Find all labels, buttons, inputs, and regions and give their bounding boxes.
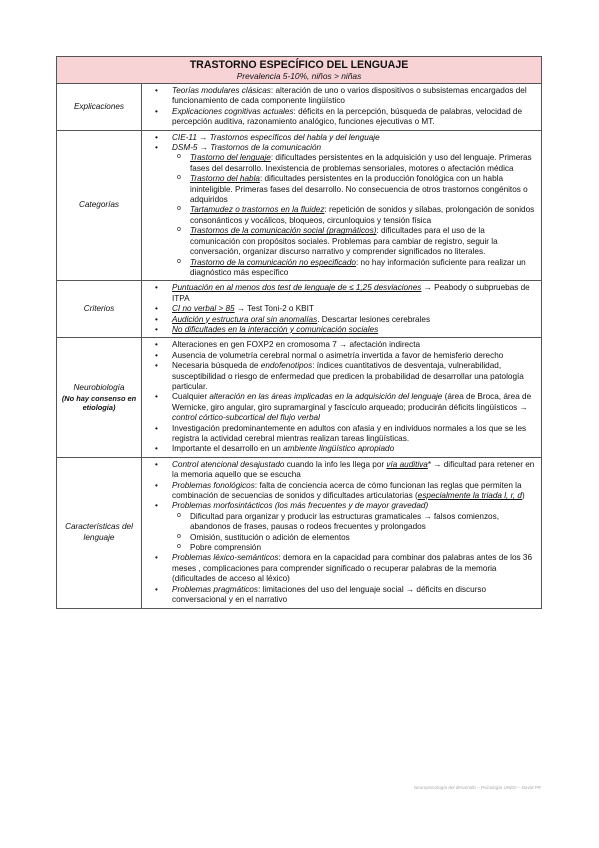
item-lead: Problemas fonológicos <box>172 480 255 490</box>
item-text: ) <box>521 491 525 501</box>
item-text: Importante el desarrollo en un <box>172 444 284 454</box>
item-emphasis: ambiente lingüístico apropiado <box>283 444 395 454</box>
list-item <box>172 444 537 454</box>
content-caracteristicas <box>142 457 542 608</box>
item-text: : dificultades persistentes en la adquisición y uso del lenguaje. Primeras fases del desarrollo. Inexistencia de problemas sensoriales, motores o afectación médica <box>190 153 532 173</box>
row-neurobiologia <box>57 338 542 457</box>
list-item-dsm <box>172 143 537 278</box>
row-criterios <box>57 281 542 338</box>
item-lead: CI no verbal > 85 <box>172 304 235 314</box>
item-emphasis: control córtico-subcortical del flujo verbal <box>172 413 320 423</box>
document-title: TRASTORNO ESPECÍFICO DEL LENGUAJE <box>189 59 409 71</box>
item-lead: Trastornos de la comunicación social (pragmáticos) <box>190 226 377 236</box>
list-item <box>172 481 537 502</box>
list-item <box>172 107 537 128</box>
item-lead: Trastorno de la comunicación no especificado <box>190 257 356 267</box>
item-lead: Explicaciones cognitivas actuales <box>172 106 294 116</box>
item-emphasis: vía auditiva <box>386 459 428 469</box>
item-text: : no hay información suficiente para realizar un diagnóstico más específico <box>190 257 526 277</box>
item-text: Necesaria búsqueda de <box>172 361 261 371</box>
item-lead: No dificultades en la interacción y comunicación sociales <box>172 324 379 334</box>
item-text: . Descartar lesiones cerebrales <box>317 314 431 324</box>
item-text: cuando la info les llega por <box>284 459 387 469</box>
content-explicaciones <box>142 84 542 131</box>
item-lead: Teorías modulares clásicas <box>172 86 271 95</box>
item-text: Cualquier <box>172 392 210 402</box>
list-item <box>172 460 537 481</box>
list-item <box>172 283 537 304</box>
page-footer: Neuropsicología del desarrollo – Psicología UNED – David PR <box>413 785 541 790</box>
label-neurobiologia-title: Neurobiología <box>73 383 125 393</box>
list-item <box>172 325 537 335</box>
row-explicaciones <box>57 84 542 131</box>
item-text: (área de Broca, área de Wernicke, giro angular, giro supramarginal y fascículo arqueado; producirán déficits lingüísticos → <box>172 392 532 412</box>
title-row <box>57 57 542 84</box>
sub-item <box>190 258 537 279</box>
item-emphasis: alteración en las áreas implicadas en la adquisición del lenguaje <box>209 392 443 402</box>
content-neurobiologia <box>142 338 542 457</box>
list-item <box>172 392 537 423</box>
item-emphasis: endofenotipos <box>260 361 313 371</box>
item-text: : déficits en la percepción, búsqueda de palabras, velocidad de percepción auditiva, razonamiento analógico, funciones ejecutivas o MT. <box>172 106 523 127</box>
content-criterios <box>142 281 542 338</box>
item-lead: Problemas pragmáticos <box>172 584 259 594</box>
list-item: • Alteraciones en gen FOXP2 en cromosoma 7 → afectación indirecta <box>172 340 537 350</box>
item-text: → Test Toni-2 o KBIT <box>234 304 314 314</box>
sub-item: o Pobre comprensión <box>190 543 537 553</box>
item-text: : demora en la capacidad para combinar dos palabras antes de los 36 meses , complicaciones para comprender significado o recuperar palabras de la memoria (dificultades de acceso al léxico) <box>172 553 533 584</box>
document-subtitle: Prevalencia 5-10%, niños > niñas <box>236 71 362 81</box>
list-item-cie: • CIE-11 → Trastornos específicos del habla y del lenguaje <box>172 133 537 143</box>
list-item: • Ausencia de volumetría cerebral normal o asimetría invertida a favor de hemisferio derecho <box>172 351 537 361</box>
label-explicaciones: Explicaciones <box>57 84 142 131</box>
item-lead: Tartamudez o trastornos en la fluidez <box>190 205 325 215</box>
item-text: : limitaciones del uso del lenguaje social → déficits en discurso conversacional y en el narrativo <box>172 584 487 605</box>
list-item <box>172 501 537 553</box>
title-cell <box>57 57 542 84</box>
sub-item <box>190 153 537 174</box>
list-item <box>172 86 537 107</box>
sub-item: o Omisión, sustitución o adición de elementos <box>190 533 537 543</box>
content-categorias <box>142 130 542 281</box>
item-lead: Control atencional desajustado <box>172 459 285 469</box>
list-item <box>172 304 537 314</box>
label-neurobiologia-note: (No hay consenso en etiología) <box>61 393 137 412</box>
sub-item <box>190 174 537 205</box>
item-text: : dificultades para el uso de la comunicación con propósitos sociales. Problemas para cambiar de registro, seguir la conversación, organizar discurso narrativo y comprender significados no literales. <box>190 226 498 257</box>
item-lead: Problemas léxico-semánticos <box>172 553 279 563</box>
item-lead: Problemas morfosintácticos (los más frecuentes y de mayor gravedad) <box>172 501 429 511</box>
list-item <box>172 585 537 606</box>
list-item <box>172 315 537 325</box>
item-text: → Peabody o subpruebas de ITPA <box>172 283 530 303</box>
item-text: : índices cuantitativos de desventaja, vulnerabilidad, susceptibilidad o riesgo de enfermedad que predicen la probabilidad de desarrollar una patología particular. <box>172 361 524 391</box>
label-neurobiologia <box>57 338 142 457</box>
item-lead: DSM-5 → Trastornos de la comunicación <box>172 143 322 153</box>
row-caracteristicas <box>57 457 542 608</box>
list-item <box>172 553 537 584</box>
sub-item <box>190 226 537 257</box>
item-text: : repetición de sonidos y sílabas, prolongación de sonidos consonánticos y vocálicos, bloqueos, circunloquios y tensión física <box>190 205 535 225</box>
item-text: : alteración de uno o varios dispositivos o subsistemas encargados del funcionamiento de cada componente lingüístico <box>172 86 527 106</box>
item-text: : dificultades persistentes en la producción fonológica con un habla ininteligible. Primeras fases del desarrollo. No consecuencia de otros trastornos congénitos o adquiridos <box>190 174 528 205</box>
item-emphasis: especialmente la triada l, r, d <box>417 491 522 501</box>
label-criterios: Criterios <box>57 281 142 338</box>
sub-item <box>190 205 537 226</box>
item-text: * → dificultad para retener en la memoria aquello que se escucha <box>172 459 535 480</box>
item-lead: Puntuación en al menos dos test de lenguaje de ≤ 1,25 desviaciones <box>172 283 422 293</box>
summary-table <box>56 56 542 609</box>
list-item <box>172 361 537 392</box>
sub-item: o Dificultad para organizar y producir las estructuras gramaticales → falsos comienzos, abandonos de frases, pausas o rodeos frecuentes y prolongados <box>190 512 537 533</box>
label-caracteristicas: Características del lenguaje <box>57 457 142 608</box>
item-lead: Trastorno del habla <box>190 174 260 184</box>
label-categorias: Categorías <box>57 130 142 281</box>
item-text: : falta de conciencia acerca de cómo funcionan las reglas que permiten la combinación de secuencias de sonidos y dificultades articulatorias ( <box>172 480 522 501</box>
item-lead: Trastorno del lenguaje <box>190 153 271 163</box>
list-item: • Investigación predominantemente en adultos con afasia y en individuos normales a los que se les registra la actividad cerebral mientras realizan tareas lingüísticas. <box>172 424 537 445</box>
item-lead: Audición y estructura oral sin anomalías <box>172 314 318 324</box>
row-categorias <box>57 130 542 281</box>
